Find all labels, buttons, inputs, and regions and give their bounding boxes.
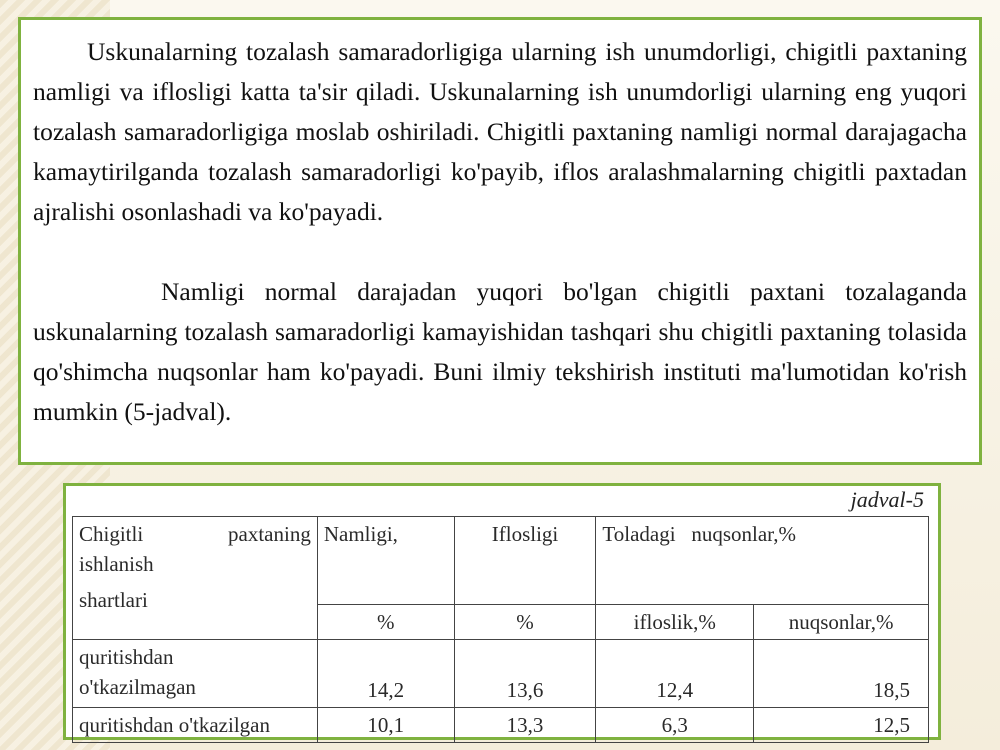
row-1-fiber-defects: 18,5 [754,640,929,708]
header-conditions [73,517,318,640]
row-1-dirt: 13,6 [454,640,596,708]
header-conditions-line-2: ishlanish [79,552,154,576]
row-1-condition-line-1: quritishdan [79,645,174,669]
table-row [73,640,929,708]
row-2-condition: quritishdan o'tkazilgan [73,708,318,743]
header-moisture: Namligi, [317,517,454,605]
row-1-moisture: 14,2 [317,640,454,708]
paragraph-1: Uskunalarning tozalash samaradorligiga ularning ish unumdorligi, chigitli paxtaning namligi va iflosligi katta ta'sir qiladi. Uskunalarning ish unumdorligi ularning eng yuqori tozalash samaradorligiga moslab oshiriladi. Chigitli paxtaning namligi normal darajagacha kamaytirilganda tozalash samaradorligi ko'payib, iflos aralashmalarning chigitli paxtadan ajralishi osonlashadi va ko'payadi. [33,37,967,226]
paragraph-2: Namligi normal darajadan yuqori bo'lgan chigitli paxtani tozalaganda uskunalarning tozalash samaradorligi kamayishidan tashqari shu chigitli paxtaning tolasida qo'shimcha nuqsonlar ham ko'payadi. Buni ilmiy tekshirish instituti ma'lumotidan ko'rish mumkin (5-jadval). [33,277,967,426]
header-fiber-dirt: ifloslik,% [596,605,754,640]
header-conditions-line-3: shartlari [79,588,148,612]
data-table [72,516,929,743]
row-2-fiber-defects: 12,5 [754,708,929,743]
header-defects: Toladagi nuqsonlar,% [596,517,929,605]
header-dirt: Iflosligi [454,517,596,605]
row-1-condition [73,640,318,708]
header-dirt-unit: % [454,605,596,640]
row-2-fiber-dirt: 6,3 [596,708,754,743]
text-box [18,17,982,465]
row-2-moisture: 10,1 [317,708,454,743]
header-conditions-word-1: Chigitli [79,522,144,546]
header-conditions-word-2: paxtaning [228,522,311,546]
table-header-row [73,517,929,605]
row-1-fiber-dirt: 12,4 [596,640,754,708]
table-box [63,483,941,740]
header-fiber-defects: nuqsonlar,% [754,605,929,640]
table-caption: jadval-5 [850,487,924,512]
row-2-dirt: 13,3 [454,708,596,743]
table-row [73,708,929,743]
header-moisture-unit: % [317,605,454,640]
row-1-condition-line-2: o'tkazilmagan [79,675,196,699]
